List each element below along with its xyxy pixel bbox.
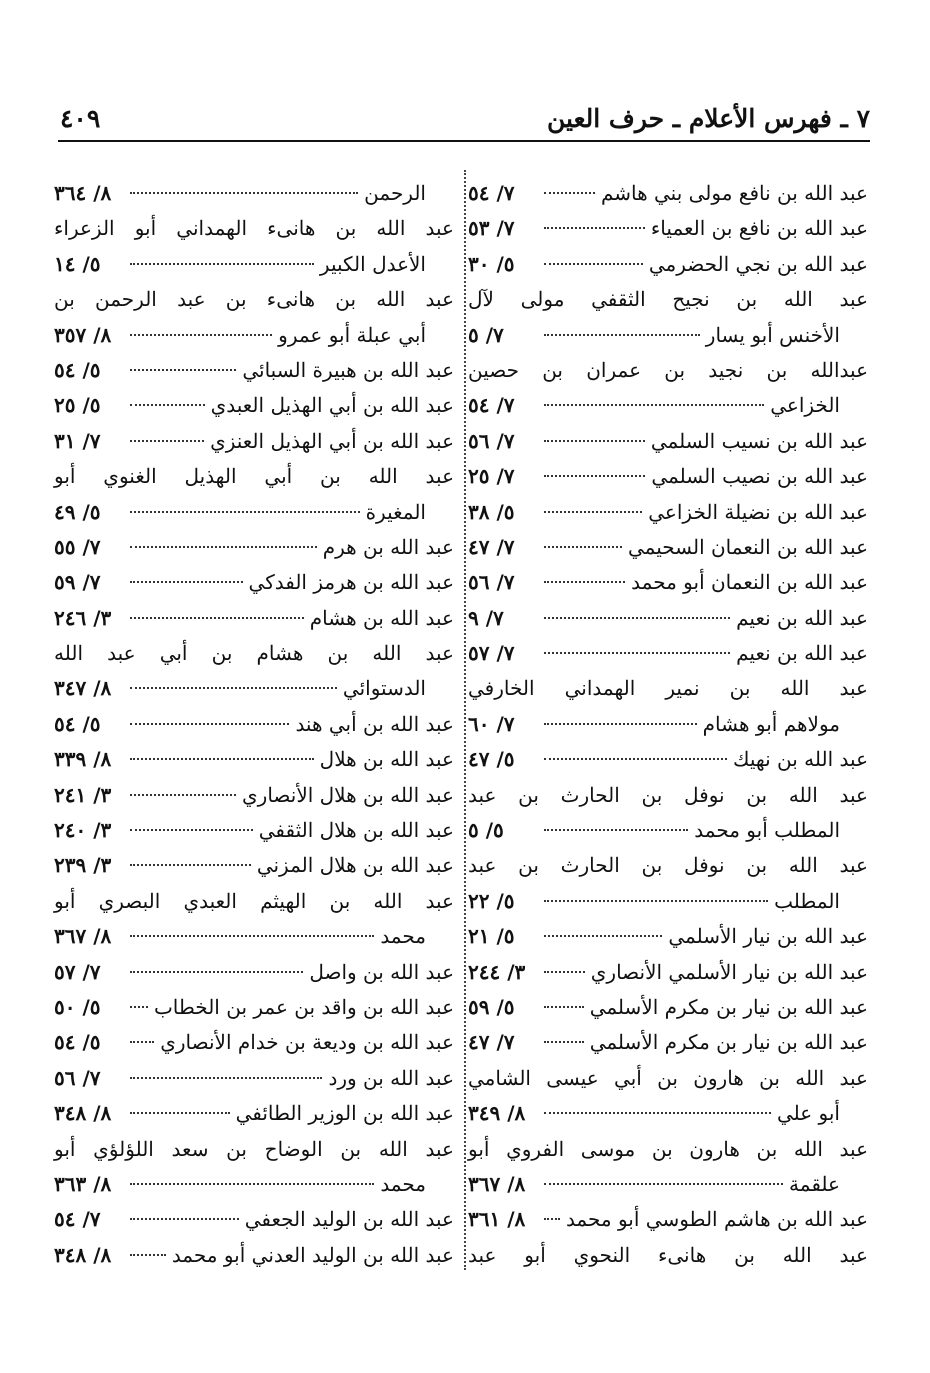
volume-page-ref: ٥/ ١٤	[54, 251, 101, 276]
index-entry	[468, 1202, 868, 1237]
dot-leader	[544, 1218, 560, 1220]
index-entry	[54, 176, 454, 211]
entry-name: عبد الله بن واصل	[309, 959, 454, 984]
volume-page-ref: ٧/ ٥٧	[468, 641, 515, 666]
index-entry	[468, 848, 868, 883]
dot-leader	[130, 971, 303, 973]
dot-leader	[130, 546, 317, 548]
entry-name: مولاهم أبو هشام	[702, 711, 840, 736]
volume-page-ref: ٥/ ٥٤	[54, 1030, 101, 1055]
volume-page-ref: ٥/ ٤٩	[54, 499, 101, 524]
volume-page-ref: ٨/ ٣٤٧	[54, 676, 112, 701]
dot-leader	[544, 723, 697, 725]
entry-name: الأعدل الكبير	[319, 251, 426, 276]
entry-name: عبد الله بن نيار بن مكرم الأسلمي	[589, 994, 868, 1019]
entry-name: عبد الله بن نعيم	[736, 605, 868, 630]
entry-name: عبد الله بن نافع بن العمياء	[650, 216, 868, 241]
index-entry	[54, 530, 454, 565]
entry-name: عبد الله بن هشام بن أبي عبد الله	[54, 641, 454, 666]
entry-name: الرحمن	[364, 181, 426, 205]
entry-name: عبد الله بن نيار الأسلمي الأنصاري	[590, 959, 868, 984]
index-entry	[54, 318, 454, 353]
entry-line	[468, 636, 868, 671]
index-entry	[468, 211, 868, 246]
dot-leader	[130, 192, 358, 194]
entry-line	[54, 1167, 426, 1202]
volume-page-ref: ٥/ ٥٤	[54, 711, 101, 736]
index-entry	[54, 778, 454, 813]
volume-page-ref: ٧/ ٤٧	[468, 1030, 515, 1055]
volume-page-ref: ٥/ ٥٠	[54, 994, 101, 1019]
dot-leader	[544, 263, 643, 265]
entry-line	[54, 495, 426, 530]
dot-leader	[544, 404, 764, 406]
volume-page-ref: ٥/ ٥٩	[468, 994, 515, 1019]
entry-line	[468, 530, 868, 565]
entry-line	[468, 884, 840, 919]
entry-name: عبد الله بن أبي الهذيل الغنوي أبو	[54, 464, 454, 489]
page-number: ٤٠٩	[60, 104, 101, 133]
index-entry	[468, 1061, 868, 1096]
index-entry	[54, 1238, 454, 1273]
entry-line	[54, 707, 454, 742]
entry-name: عبد الله بن نعيم	[736, 641, 868, 666]
dot-leader	[544, 192, 595, 194]
entry-line	[54, 1025, 454, 1060]
entry-name: عبد الله بن الوليد العدني أبو محمد	[171, 1242, 454, 1267]
entry-name: عبد الله بن هرمز الفدكي	[248, 570, 454, 595]
index-entry	[468, 742, 868, 777]
entry-name: أبو علي	[776, 1101, 840, 1126]
entry-name: عبد الله بن الوضاح بن سعد اللؤلؤي أبو	[54, 1136, 454, 1161]
entry-name: عبد الله بن نهيك	[733, 747, 868, 772]
entry-name: عبدالله بن نجيد بن عمران بن حصين	[468, 357, 868, 382]
volume-page-ref: ٣/ ٢٣٩	[54, 853, 112, 878]
dot-leader	[130, 440, 204, 442]
dot-leader	[130, 617, 304, 619]
dot-leader	[130, 1218, 239, 1220]
dot-leader	[130, 1183, 374, 1185]
index-entry	[54, 955, 454, 990]
index-entry	[468, 282, 868, 317]
volume-page-ref: ٨/ ٣٦٧	[468, 1171, 526, 1196]
volume-page-ref: ٨/ ٣٤٨	[54, 1242, 112, 1267]
entry-name: عبد الله بن هلال الأنصاري	[242, 782, 454, 807]
dot-leader	[544, 758, 727, 760]
volume-page-ref: ٧/ ٥٤	[468, 393, 515, 418]
index-entry	[54, 636, 454, 671]
entry-line	[54, 353, 454, 388]
index-entry	[54, 601, 454, 636]
entry-name: عبد الله بن وديعة بن خدام الأنصاري	[160, 1030, 454, 1055]
dot-leader	[130, 404, 205, 406]
entry-line	[468, 318, 840, 353]
dot-leader	[130, 334, 272, 336]
entry-line	[54, 671, 426, 706]
entry-line	[54, 919, 426, 954]
index-entry	[468, 990, 868, 1025]
volume-page-ref: ٧/ ٥٧	[54, 959, 101, 984]
entry-name: المطلب أبو محمد	[694, 818, 840, 843]
dot-leader	[130, 1041, 154, 1043]
entry-name: عبد الله بن ورد	[328, 1065, 454, 1090]
entry-line	[468, 990, 868, 1025]
entry-line	[54, 990, 454, 1025]
index-entry	[54, 990, 454, 1025]
entry-line	[468, 176, 868, 211]
dot-leader	[544, 1112, 771, 1114]
dot-leader	[544, 1041, 584, 1043]
index-entry	[468, 495, 868, 530]
index-entry	[54, 707, 454, 742]
entry-line	[54, 742, 454, 777]
dot-leader	[544, 935, 662, 937]
volume-page-ref: ٧/ ٥٣	[468, 216, 515, 241]
index-entry	[468, 318, 868, 353]
entry-line	[468, 707, 840, 742]
entry-name: عبد الله بن هارون بن أبي عيسى الشامي	[468, 1065, 868, 1090]
index-entry	[468, 388, 868, 423]
entry-line	[468, 1202, 868, 1237]
index-entry	[54, 247, 454, 282]
index-entry	[468, 707, 868, 742]
dot-leader	[544, 546, 622, 548]
dot-leader	[130, 263, 314, 265]
index-entry	[468, 919, 868, 954]
entry-name: المغيرة	[365, 499, 426, 524]
entry-line	[468, 247, 868, 282]
entry-name: عبد الله بن النعمان السحيمي	[627, 534, 868, 559]
entry-name: عبد الله بن هرم	[322, 534, 454, 559]
index-entry	[54, 1025, 454, 1060]
running-title: ٧ ـ فهرس الأعلام ـ حرف العين	[547, 104, 870, 133]
entry-line	[468, 495, 868, 530]
entry-line	[468, 1025, 868, 1060]
dot-leader	[130, 1006, 148, 1008]
dot-leader	[130, 1254, 166, 1256]
entry-line	[468, 565, 868, 600]
entry-line	[54, 424, 454, 459]
dot-leader	[130, 794, 236, 796]
entry-line	[54, 318, 426, 353]
entry-name: علقمة	[789, 1171, 840, 1196]
volume-page-ref: ٥/ ٣٠	[468, 251, 515, 276]
volume-page-ref: ٧/ ٥٩	[54, 570, 101, 595]
entry-name: المطلب	[774, 888, 840, 913]
index-entry	[468, 884, 868, 919]
entry-line	[54, 778, 454, 813]
index-entry	[468, 1096, 868, 1131]
volume-page-ref: ٧/ ٥٦	[54, 1065, 101, 1090]
entry-name: عبد الله بن هانىء النحوي أبو عبد	[468, 1242, 868, 1267]
dot-leader	[544, 581, 625, 583]
entry-line	[468, 601, 868, 636]
volume-page-ref: ٧/ ٥	[468, 322, 504, 347]
volume-page-ref: ٥/ ٣٨	[468, 499, 515, 524]
entry-name: عبد الله بن نمير الهمداني الخارفي	[468, 676, 868, 701]
index-entry	[468, 530, 868, 565]
entry-line	[54, 530, 454, 565]
dot-leader	[130, 581, 243, 583]
index-entry	[468, 671, 868, 706]
entry-name: عبد الله بن أبي الهذيل العبدي	[210, 393, 454, 418]
index-entry	[468, 813, 868, 848]
entry-line	[468, 388, 840, 423]
entry-name: عبد الله بن هاشم الطوسي أبو محمد	[565, 1207, 868, 1232]
volume-page-ref: ٨/ ٣٥٧	[54, 322, 112, 347]
entry-name: عبد الله بن هلال	[319, 747, 454, 772]
volume-page-ref: ٧/ ٢٥	[468, 464, 515, 489]
entry-name: عبد الله بن هبيرة السبائي	[242, 357, 454, 382]
entry-name: عبد الله بن نصيب السلمي	[651, 464, 868, 489]
dot-leader	[130, 1112, 230, 1114]
index-entry	[468, 778, 868, 813]
entry-name: عبد الله بن الوليد الجعفي	[244, 1207, 454, 1232]
volume-page-ref: ٧/ ٥٤	[468, 181, 515, 205]
dot-leader	[544, 1006, 584, 1008]
index-entry	[468, 353, 868, 388]
index-entry	[54, 1096, 454, 1131]
entry-line	[54, 388, 454, 423]
entry-name: عبد الله بن هشام	[309, 605, 454, 630]
dot-leader	[544, 1183, 783, 1185]
index-column-right	[468, 176, 868, 1273]
entry-line	[54, 1096, 454, 1131]
volume-page-ref: ٧/ ٤٧	[468, 534, 515, 559]
entry-line	[468, 1096, 840, 1131]
index-entry	[54, 424, 454, 459]
index-entry	[54, 388, 454, 423]
volume-page-ref: ٨/ ٣٤٨	[54, 1101, 112, 1126]
entry-name: عبد الله بن نيار بن مكرم الأسلمي	[589, 1030, 868, 1055]
dot-leader	[130, 369, 236, 371]
volume-page-ref: ٨/ ٣٤٩	[468, 1101, 526, 1126]
volume-page-ref: ٣/ ٢٤٦	[54, 605, 112, 630]
dot-leader	[130, 935, 374, 937]
entry-name: عبد الله بن نوفل بن الحارث بن عبد	[468, 782, 868, 807]
entry-line	[468, 459, 868, 494]
entry-name: عبد الله بن هلال المزني	[256, 853, 454, 878]
index-entry	[54, 1167, 454, 1202]
entry-line	[54, 848, 454, 883]
index-entry	[468, 424, 868, 459]
volume-page-ref: ٧/ ٥٦	[468, 428, 515, 453]
entry-name: عبد الله بن نضيلة الخزاعي	[648, 499, 868, 524]
dot-leader	[130, 829, 253, 831]
entry-name: عبد الله بن هانىء بن عبد الرحمن بن	[54, 287, 454, 312]
entry-name: عبد الله بن واقد بن عمر بن الخطاب	[153, 994, 454, 1019]
volume-page-ref: ٥/ ٢١	[468, 924, 515, 949]
index-entry	[468, 955, 868, 990]
index-entry	[54, 742, 454, 777]
volume-page-ref: ٨/ ٣٦٤	[54, 181, 112, 205]
index-entry	[468, 247, 868, 282]
index-entry	[54, 565, 454, 600]
dot-leader	[130, 687, 337, 689]
index-entry	[54, 282, 454, 317]
entry-line	[468, 919, 868, 954]
dot-leader	[544, 829, 688, 831]
index-entry	[468, 601, 868, 636]
index-entry	[468, 636, 868, 671]
index-column-left	[54, 176, 454, 1273]
dot-leader	[544, 652, 730, 654]
entry-line	[54, 176, 426, 211]
volume-page-ref: ٧/ ٦٠	[468, 711, 515, 736]
entry-line	[468, 424, 868, 459]
entry-name: عبد الله بن نسيب السلمي	[650, 428, 868, 453]
dot-leader	[544, 971, 585, 973]
index-entry	[468, 565, 868, 600]
dot-leader	[544, 440, 645, 442]
index-entry	[54, 459, 454, 494]
entry-name: عبد الله بن هلال الثقفي	[258, 818, 454, 843]
dot-leader	[130, 864, 251, 866]
dot-leader	[130, 1077, 322, 1079]
entry-line	[54, 1061, 454, 1096]
entry-name: عبد الله بن النعمان أبو محمد	[631, 570, 868, 595]
entry-name: عبد الله بن نافع مولى بني هاشم	[600, 181, 868, 205]
volume-page-ref: ٧/ ٩	[468, 605, 504, 630]
entry-line	[468, 211, 868, 246]
index-entry	[468, 1167, 868, 1202]
index-entry	[468, 1238, 868, 1273]
volume-page-ref: ٨/ ٣٦٧	[54, 924, 112, 949]
index-entry	[468, 1132, 868, 1167]
volume-page-ref: ٥/ ٥٤	[54, 357, 101, 382]
entry-name: أبي عبلة أبو عمرو	[278, 322, 426, 347]
dot-leader	[544, 334, 700, 336]
volume-page-ref: ٨/ ٣٦١	[468, 1207, 526, 1232]
entry-name: عبد الله بن نجيح الثقفي مولى لآل	[468, 287, 868, 312]
volume-page-ref: ٧/ ٥٦	[468, 570, 515, 595]
dot-leader	[544, 900, 768, 902]
index-entry	[54, 495, 454, 530]
volume-page-ref: ٣/ ٢٤١	[54, 782, 112, 807]
entry-line	[468, 742, 868, 777]
index-entry	[54, 848, 454, 883]
entry-name: عبد الله بن هارون بن موسى الفروي أبو	[468, 1136, 868, 1161]
entry-line	[54, 813, 454, 848]
entry-name: عبد الله بن نجي الحضرمي	[648, 251, 868, 276]
entry-name: عبد الله بن هانىء الهمداني أبو الزعراء	[54, 216, 454, 241]
entry-line	[54, 955, 454, 990]
page-header	[58, 100, 870, 142]
index-entry	[54, 211, 454, 246]
entry-name: محمد	[380, 1171, 426, 1196]
index-entry	[468, 459, 868, 494]
entry-name: محمد	[380, 924, 426, 949]
entry-line	[468, 1167, 840, 1202]
dot-leader	[544, 617, 730, 619]
volume-page-ref: ٨/ ٣٣٩	[54, 747, 112, 772]
column-divider	[464, 170, 466, 1270]
entry-name: الدستوائي	[342, 676, 426, 701]
index-entry	[54, 813, 454, 848]
volume-page-ref: ٣/ ٢٤٤	[468, 959, 526, 984]
volume-page-ref: ٧/ ٥٤	[54, 1207, 101, 1232]
index-entry	[54, 884, 454, 919]
entry-line	[54, 565, 454, 600]
entry-line	[54, 1238, 454, 1273]
index-entry	[54, 1202, 454, 1237]
entry-line	[468, 813, 840, 848]
entry-line	[54, 1202, 454, 1237]
volume-page-ref: ٥/ ٢٢	[468, 888, 515, 913]
dot-leader	[130, 511, 360, 513]
volume-page-ref: ٥/ ٢٥	[54, 393, 101, 418]
dot-leader	[130, 723, 289, 725]
entry-name: عبد الله بن أبي هند	[295, 711, 454, 736]
index-entry	[468, 176, 868, 211]
volume-page-ref: ٣/ ٢٤٠	[54, 818, 112, 843]
volume-page-ref: ٧/ ٥٥	[54, 534, 101, 559]
index-entry	[54, 1061, 454, 1096]
dot-leader	[544, 475, 645, 477]
dot-leader	[544, 511, 642, 513]
volume-page-ref: ٥/ ٥	[468, 818, 504, 843]
index-entry	[468, 1025, 868, 1060]
entry-name: عبد الله بن الهيثم العبدي البصري أبو	[54, 888, 454, 913]
entry-name: عبد الله بن أبي الهذيل العنزي	[210, 428, 454, 453]
entry-name: عبد الله بن نيار الأسلمي	[668, 924, 868, 949]
entry-line	[54, 601, 454, 636]
volume-page-ref: ٥/ ٤٧	[468, 747, 515, 772]
entry-line	[54, 247, 426, 282]
entry-name: الأخنس أبو يسار	[705, 322, 840, 347]
index-entry	[54, 353, 454, 388]
volume-page-ref: ٧/ ٣١	[54, 428, 101, 453]
volume-page-ref: ٨/ ٣٦٣	[54, 1171, 112, 1196]
entry-name: عبد الله بن نوفل بن الحارث بن عبد	[468, 853, 868, 878]
entry-name: عبد الله بن الوزير الطائفي	[235, 1101, 454, 1126]
entry-line	[468, 955, 868, 990]
index-entry	[54, 1132, 454, 1167]
dot-leader	[544, 227, 645, 229]
entry-name: الخزاعي	[770, 393, 840, 418]
dot-leader	[130, 758, 314, 760]
index-entry	[54, 919, 454, 954]
index-entry	[54, 671, 454, 706]
